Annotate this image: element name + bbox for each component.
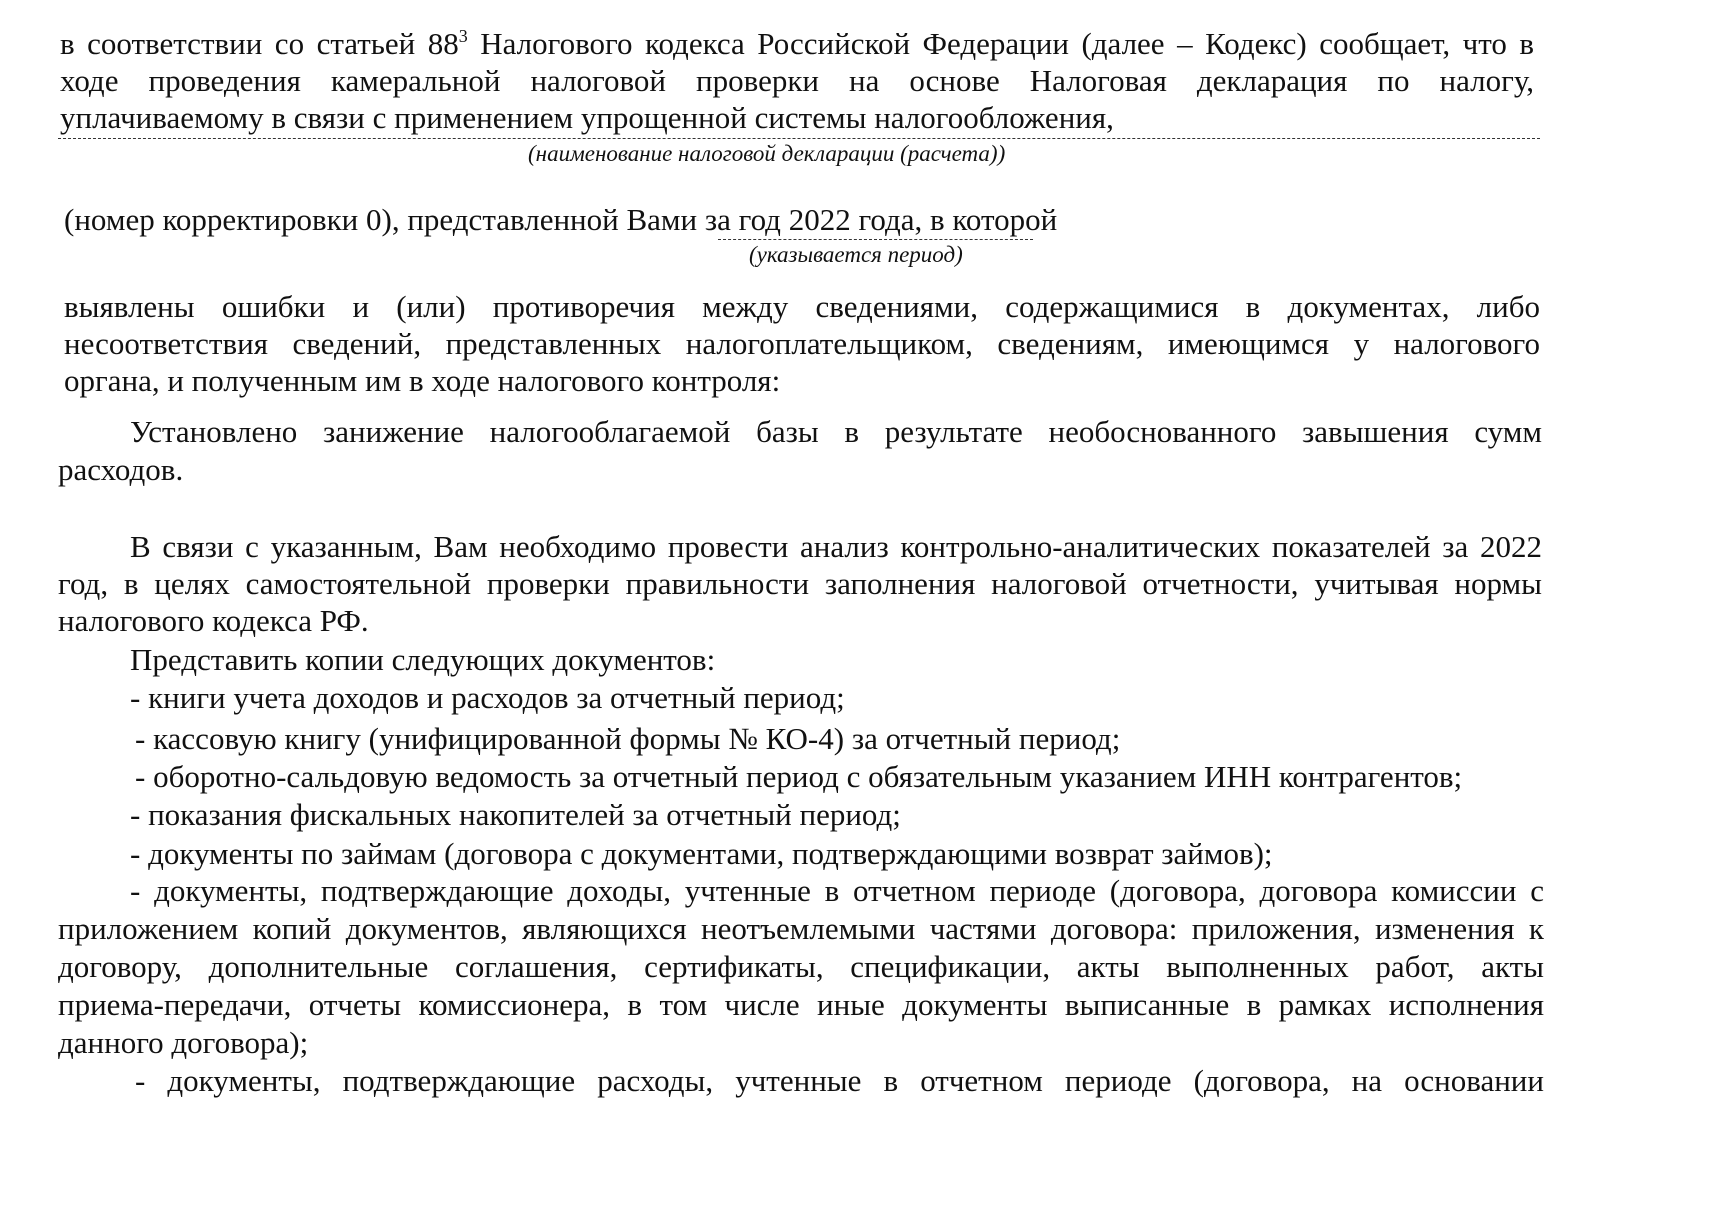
analysis-line-1: В связи с указанным, Вам необходимо провести анализ контрольно-аналитических показателей за 2022 [130, 529, 1542, 564]
document-item-expenses-line-1: - документы, подтверждающие расходы, учтенные в отчетном периоде (договора, на основании [135, 1063, 1544, 1098]
declaration-name-underline [58, 138, 1540, 139]
document-item: - документы по займам (договора с документами, подтверждающими возврат займов); [130, 836, 1273, 871]
errors-line-3: органа, и полученным им в ходе налогового контроля: [64, 363, 781, 398]
document-item-income-line-1: - документы, подтверждающие доходы, учтенные в отчетном периоде (договора, договора комиссии с [130, 873, 1544, 908]
document-item: - показания фискальных накопителей за отчетный период; [130, 797, 901, 832]
analysis-line-3: налогового кодекса РФ. [58, 603, 369, 638]
errors-line-1: выявлены ошибки и (или) противоречия между сведениями, содержащимися в документах, либо [64, 289, 1540, 324]
document-item: - кассовую книгу (унифицированной формы № КО-4) за отчетный период; [135, 721, 1121, 756]
document-item: - оборотно-сальдовую ведомость за отчетный период с обязательным указанием ИНН контрагентов; [135, 759, 1463, 794]
intro-line-2: ходе проведения камеральной налоговой проверки на основе Налоговая декларация по налогу, [60, 63, 1534, 98]
intro-line-3: уплачиваемому в связи с применением упрощенной системы налогообложения, [60, 100, 1114, 135]
document-item-income-line-2: приложением копий документов, являющихся неотъемлемыми частями договора: приложения, изменения к [58, 911, 1544, 946]
declaration-name-caption: (наименование налоговой декларации (расчета)) [528, 141, 1006, 166]
document-item-income-line-4: приема-передачи, отчеты комиссионера, в том числе иные документы выписанные в рамках исполнения [58, 987, 1544, 1022]
errors-line-2: несоответствия сведений, представленных налогоплательщиком, сведениям, имеющимся у налогового [64, 326, 1540, 361]
period-value: за год 2022 года, в которой [704, 202, 1058, 237]
correction-line: (номер корректировки 0), представленной Вами за год 2022 года, в которой [64, 202, 1058, 237]
analysis-line-2: год, в целях самостоятельной проверки правильности заполнения налоговой отчетности, учитывая нормы [58, 566, 1542, 601]
document-item: - книги учета доходов и расходов за отчетный период; [130, 680, 845, 715]
finding-line-2: расходов. [58, 452, 184, 487]
period-caption: (указывается период) [749, 242, 963, 267]
intro-line-1: в соответствии со статьей $88^3$ Налогового кодекса Российской Федерации (далее – Кодекс) сообщает, что в [60, 26, 1534, 61]
article-superscript: 3 [458, 26, 468, 46]
finding-line-1: Установлено занижение налогооблагаемой базы в результате необоснованного завышения сумм [130, 414, 1542, 449]
document-item-income-line-5: данного договора); [58, 1025, 309, 1060]
document-item-income-line-3: договору, дополнительные соглашения, сертификаты, спецификации, акты выполненных работ, акты [58, 949, 1544, 984]
request-heading: Представить копии следующих документов: [130, 642, 716, 677]
period-underline [718, 239, 1033, 240]
